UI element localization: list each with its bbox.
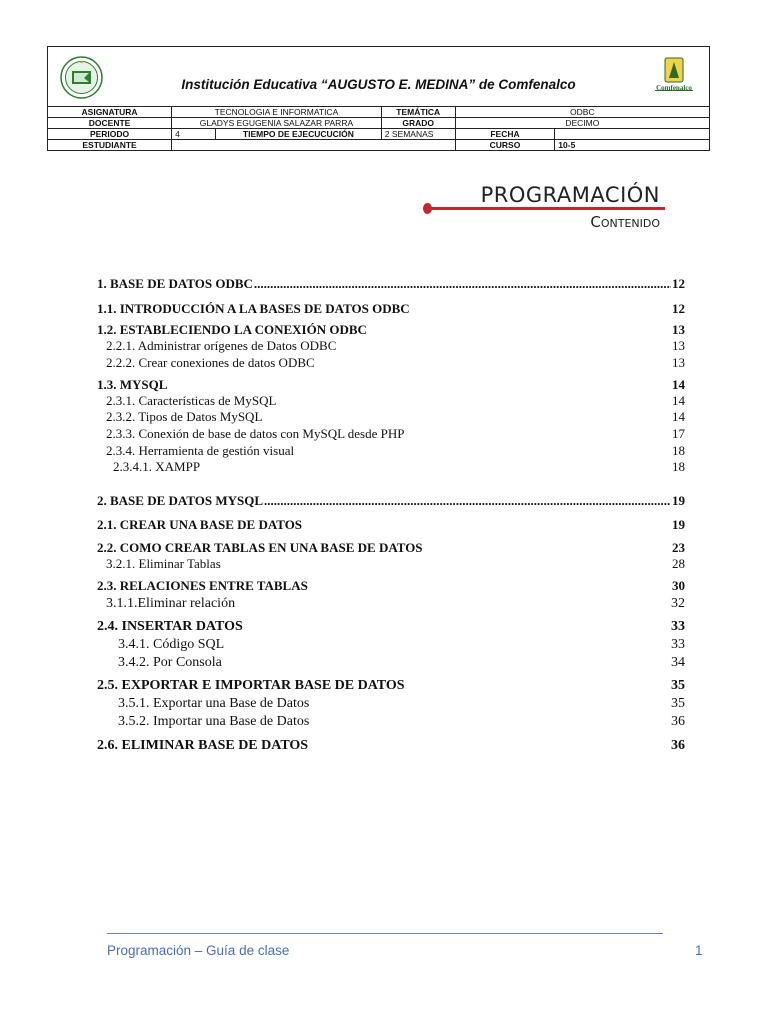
tematica-label: TEMÁTICA — [381, 107, 455, 118]
toc-entry-page: 18 — [672, 459, 685, 474]
section-title: PROGRAMACIÓN — [480, 183, 660, 207]
toc-entry-page: 19 — [672, 493, 685, 508]
toc-entry-page: 19 — [672, 517, 685, 532]
toc-entry-title: 1.2. ESTABLECIENDO LA CONEXIÓN ODBC — [97, 322, 367, 337]
table-row — [48, 129, 709, 140]
toc-entry[interactable] — [97, 738, 685, 753]
footer-page-number: 1 — [695, 943, 703, 958]
toc-entry[interactable] — [118, 714, 685, 729]
toc-entry-title: 3.4.2. Por Consola — [118, 655, 222, 670]
toc-entry-page: 14 — [672, 393, 685, 408]
toc-entry-title: 2.3.4. Herramienta de gestión visual — [106, 443, 295, 458]
toc-entry-page: 14 — [672, 377, 685, 392]
toc-entry[interactable] — [97, 678, 685, 693]
toc-entry-title: 1.3. MYSQL — [97, 377, 168, 392]
toc-entry-page: 36 — [671, 714, 685, 729]
toc-entry-title: 1.1. INTRODUCCIÓN A LA BASES DE DATOS ODBC — [97, 301, 410, 316]
toc-entry-title: 2.3.2. Tipos de Datos MySQL — [106, 409, 263, 424]
toc-entry-page: 13 — [672, 338, 685, 353]
toc-entry[interactable] — [118, 696, 685, 711]
toc-entry-page: 13 — [672, 322, 685, 337]
toc-entry-page: 17 — [672, 426, 685, 441]
tematica-value: ODBC — [455, 107, 709, 118]
table-row — [48, 118, 709, 129]
toc-entry-page: 13 — [672, 355, 685, 370]
docente-label: DOCENTE — [48, 118, 172, 129]
toc-entry-page: 33 — [671, 619, 685, 634]
toc-entry[interactable] — [118, 655, 685, 670]
section-subtitle: Contenido — [590, 213, 660, 231]
toc-entry-title: 2. BASE DE DATOS MYSQL — [97, 493, 264, 508]
asignatura-value: TECNOLOGIA E INFORMATICA — [172, 107, 382, 118]
toc-entry-page: 32 — [671, 596, 685, 611]
toc-entry[interactable] — [97, 540, 685, 555]
toc-entry[interactable] — [97, 322, 685, 337]
toc-entry-page: 12 — [672, 276, 685, 291]
toc-entry-title: 1. BASE DE DATOS ODBC — [97, 276, 253, 291]
fecha-value — [555, 129, 709, 140]
toc-entry-title: 2.5. EXPORTAR E IMPORTAR BASE DE DATOS — [97, 678, 405, 693]
toc-entry[interactable] — [106, 426, 685, 441]
toc-entry[interactable] — [97, 377, 685, 392]
toc-entry[interactable] — [106, 355, 685, 370]
toc-entry-title: 3.5.1. Exportar una Base de Datos — [118, 696, 310, 711]
toc-entry[interactable] — [97, 276, 685, 291]
toc-entry-page: 30 — [672, 578, 685, 593]
docente-value: GLADYS EGUGENIA SALAZAR PARRA — [172, 118, 382, 129]
toc-entry-title: 2.6. ELIMINAR BASE DE DATOS — [97, 738, 309, 753]
header-banner — [48, 47, 709, 107]
toc-entry[interactable] — [106, 338, 685, 353]
institution-name: Institución Educativa “AUGUSTO E. MEDINA” de Comfenalco — [181, 77, 576, 92]
grado-value: DECIMO — [455, 118, 709, 129]
asignatura-label: ASIGNATURA — [48, 107, 172, 118]
toc-entry-title: 2.3.1. Características de MySQL — [106, 393, 277, 408]
toc-entry-title: 2.2.1. Administrar orígenes de Datos ODBC — [106, 338, 337, 353]
toc-entry-page: 28 — [672, 556, 685, 571]
toc-entry-title: 2.4. INSERTAR DATOS — [97, 619, 243, 634]
table-row — [48, 140, 709, 151]
toc-entry[interactable] — [106, 556, 685, 571]
toc-leader — [254, 276, 671, 291]
estudiante-label: ESTUDIANTE — [48, 140, 172, 151]
toc-entry[interactable] — [97, 619, 685, 634]
toc-entry-title: 2.3.4.1. XAMPP — [113, 459, 201, 474]
estudiante-value — [172, 140, 456, 151]
document-header — [47, 46, 710, 151]
toc-entry-page: 18 — [672, 443, 685, 458]
toc-entry[interactable] — [97, 493, 685, 508]
toc-entry[interactable] — [97, 578, 685, 593]
toc-entry[interactable] — [106, 409, 685, 424]
toc-entry-page: 12 — [672, 301, 685, 316]
course-info-table — [48, 107, 709, 150]
toc-entry-title: 3.5.2. Importar una Base de Datos — [118, 714, 310, 729]
toc-entry-title: 3.4.1. Código SQL — [118, 637, 225, 652]
toc-entry-page: 35 — [671, 696, 685, 711]
curso-label: CURSO — [455, 140, 555, 151]
tiempo-label: TIEMPO DE EJECUCUCIÓN — [215, 129, 381, 140]
toc-entry[interactable] — [118, 637, 685, 652]
toc-entry[interactable] — [106, 443, 685, 458]
toc-entry[interactable] — [97, 301, 685, 316]
toc-entry-page: 35 — [671, 678, 685, 693]
toc-entry[interactable] — [113, 459, 685, 474]
toc-entry-title: 2.3. RELACIONES ENTRE TABLAS — [97, 578, 308, 593]
tiempo-value: 2 SEMANAS — [381, 129, 455, 140]
toc-entry[interactable] — [106, 596, 685, 611]
toc-entry-title: 3.2.1. Eliminar Tablas — [106, 556, 221, 571]
toc-entry[interactable] — [97, 517, 685, 532]
heading-rule — [427, 207, 665, 210]
toc-entry-title: 3.1.1.Eliminar relación — [106, 596, 236, 611]
periodo-label: PERIODO — [48, 129, 172, 140]
toc-entry-title: 2.2.2. Crear conexiones de datos ODBC — [106, 355, 315, 370]
fecha-label: FECHA — [455, 129, 555, 140]
toc-entry-title: 2.2. COMO CREAR TABLAS EN UNA BASE DE DATOS — [97, 540, 423, 555]
toc-entry-title: 2.3.3. Conexión de base de datos con MySQL desde PHP — [106, 426, 405, 441]
toc-entry-page: 36 — [671, 738, 685, 753]
toc-entry[interactable] — [106, 393, 685, 408]
curso-value: 10-5 — [555, 140, 709, 151]
toc-entry-page: 14 — [672, 409, 685, 424]
toc-entry-page: 33 — [671, 637, 685, 652]
table-row — [48, 107, 709, 118]
toc-entry-title: 2.1. CREAR UNA BASE DE DATOS — [97, 517, 303, 532]
footer-rule — [107, 933, 663, 934]
toc-leader — [264, 493, 671, 508]
comfenalco-logo — [651, 56, 697, 98]
toc-entry-page: 23 — [672, 540, 685, 555]
periodo-value: 4 — [172, 129, 216, 140]
footer-text: Programación – Guía de clase — [107, 943, 290, 958]
toc-entry-page: 34 — [671, 655, 685, 670]
grado-label: GRADO — [381, 118, 455, 129]
comfenalco-logo-text: Comfenalco — [656, 84, 692, 92]
